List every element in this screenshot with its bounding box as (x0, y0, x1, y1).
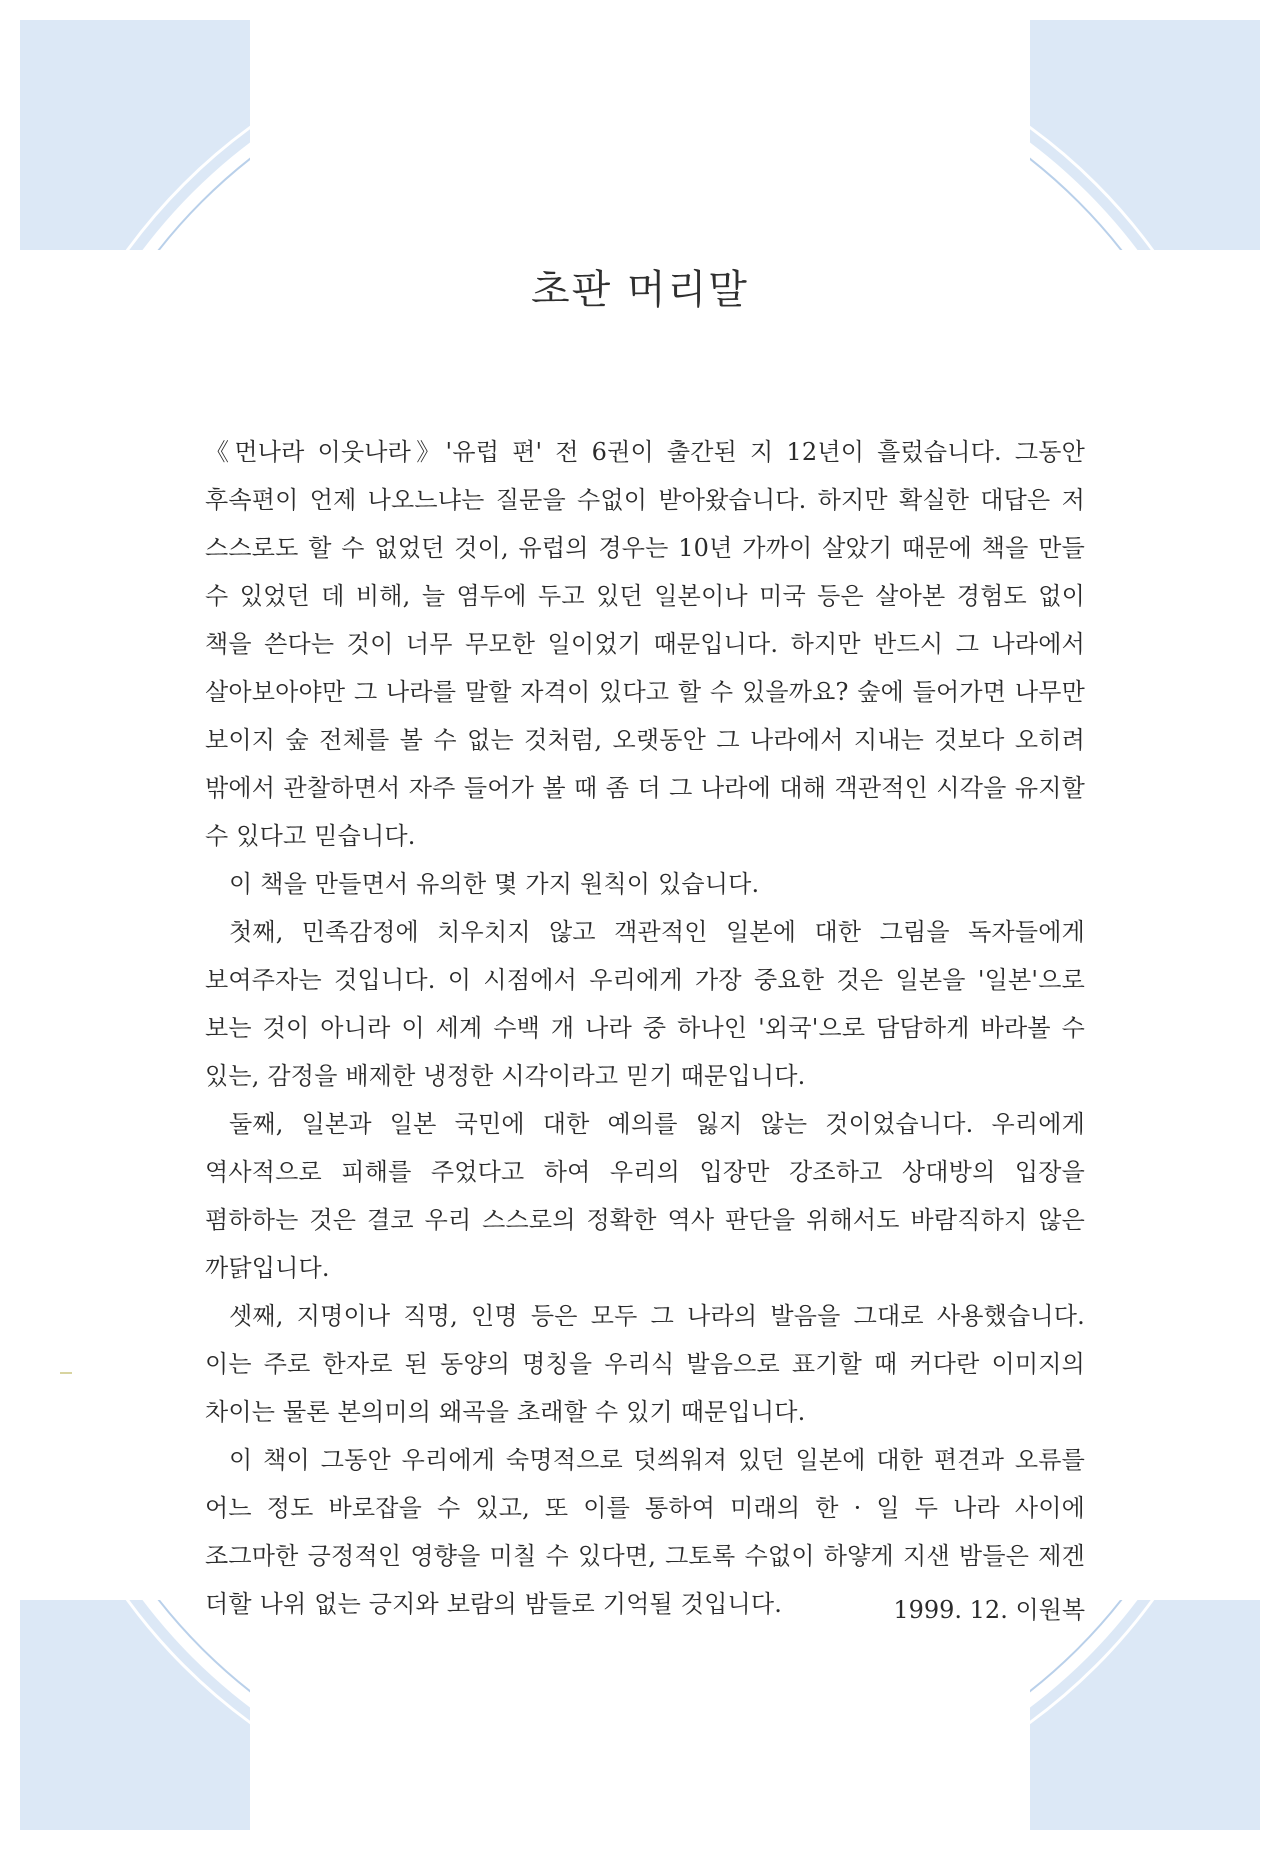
date-and-author: 1999. 12. 이원복 (893, 1596, 1085, 1624)
corner-ornament-top-left (20, 20, 250, 250)
paragraph: 둘째, 일본과 일본 국민에 대한 예의를 잃지 않는 것이었습니다. 우리에게 역사적으로 피해를 주었다고 하여 우리의 입장만 강조하고 상대방의 입장을 폄하하는 것은 결코 우리 스스로의 정확한 역사 판단을 위해서도 바람직하지 않은 까닭입니다. (205, 1110, 1085, 1282)
page-title: 초판 머리말 (531, 267, 749, 313)
preface-body (205, 428, 1085, 1628)
paragraph: 이 책이 그동안 우리에게 숙명적으로 덧씌워져 있던 일본에 대한 편견과 오류를 어느 정도 바로잡을 수 있고, 또 이를 통하여 미래의 한 · 일 두 나라 사이에 조그마한 긍정적인 영향을 미칠 수 있다면, 그토록 수없이 하얗게 지샌 밤들은 제겐 더할 나위 없는 긍지와 보람의 밤들로 기억될 것입니다. (205, 1446, 1085, 1618)
corner-ornament-top-right (1030, 20, 1260, 250)
paragraph: 《먼나라 이웃나라》'유럽 편' 전 6권이 출간된 지 12년이 흘렀습니다. 그동안 후속편이 언제 나오느냐는 질문을 수없이 받아왔습니다. 하지만 확실한 대답은 저 스스로도 할 수 없었던 것이, 유럽의 경우는 10년 가까이 살았기 때문에 책을 만들 수 있었던 데 비해, 늘 염두에 두고 있던 일본이나 미국 등은 살아본 경험도 없이 책을 쓴다는 것이 너무 무모한 일이었기 때문입니다. 하지만 반드시 그 나라에서 살아보아야만 그 나라를 말할 자격이 있다고 할 수 있을까요? 숲에 들어가면 나무만 보이지 숲 전체를 볼 수 없는 것처럼, 오랫동안 그 나라에서 지내는 것보다 오히려 밖에서 관찰하면서 자주 들어가 볼 때 좀 더 그 나라에 대해 객관적인 시각을 유지할 수 있다고 믿습니다. (205, 438, 1085, 850)
corner-ornament-bottom-left (20, 1600, 250, 1830)
margin-mark (60, 1372, 72, 1374)
corner-ornament-bottom-right (1030, 1600, 1260, 1830)
paragraph: 셋째, 지명이나 직명, 인명 등은 모두 그 나라의 발음을 그대로 사용했습니다. 이는 주로 한자로 된 동양의 명칭을 우리식 발음으로 표기할 때 커다란 이미지의 차이는 물론 본의미의 왜곡을 초래할 수 있기 때문입니다. (205, 1302, 1085, 1426)
paragraph: 이 책을 만들면서 유의한 몇 가지 원칙이 있습니다. (229, 870, 760, 898)
paragraph: 첫째, 민족감정에 치우치지 않고 객관적인 일본에 대한 그림을 독자들에게 보여주자는 것입니다. 이 시점에서 우리에게 가장 중요한 것은 일본을 '일본'으로 보는 것이 아니라 이 세계 수백 개 나라 중 하나인 '외국'으로 담담하게 바라볼 수 있는, 감정을 배제한 냉정한 시각이라고 믿기 때문입니다. (205, 918, 1085, 1090)
